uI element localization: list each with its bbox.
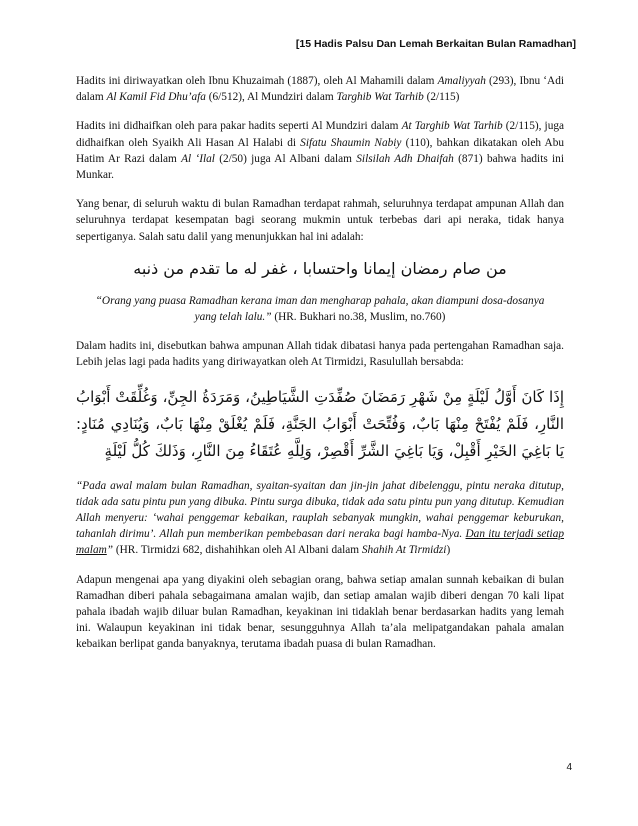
text: (110), bahkan dikatakan oleh Abu Hatim Ar Razi dalam <box>76 136 564 165</box>
quote-close: ” <box>106 544 114 557</box>
book-title: Shahih At Tirmidzi <box>361 544 447 557</box>
arabic-hadith-2: إِذَا كَانَ أَوَّلُ لَيْلَةٍ مِنْ شَهْرِ رَمَضَانَ صُفِّدَتِ الشَّيَاطِينُ، وَمَرَدَةُ الجِنِّ، وَغُلِّقَتْ أَبْوَابُ النَّارِ، فَلَمْ يُفْتَحْ مِنْهَا بَابٌ، وَفُتِّحَتْ أَبْوَابُ الجَنَّةِ، فَلَمْ يُغْلَقْ مِنْهَا بَابٌ، وَيُنَادِي مُنَادٍ: يَا بَاغِيَ الخَيْرِ أَقْبِلْ، وَيَا بَاغِيَ الشَّرِّ أَقْصِرْ، وَلِلَّهِ عُتَقَاءُ مِنَ النَّارِ، وَذَلكَ كُلُّ لَيْلَةٍ <box>76 387 564 460</box>
text: (2/50) juga Al Albani dalam <box>214 152 357 165</box>
paragraph-3: Yang benar, di seluruh waktu di bulan Ramadhan terdapat rahmah, seluruhnya terdapat ampunan Allah dan seluruhnya terdapat kesempatan bagi seorang mukmin untuk terbebas dari api neraka, tidak hanya sepertiganya. Salah satu dalil yang menunjukkan hal ini adalah: <box>76 198 564 243</box>
paragraph-1 <box>76 73 564 105</box>
page-content <box>76 73 564 666</box>
text: (293), Ibnu ‘Adi dalam <box>76 75 564 104</box>
text: (871) bahwa hadits ini Munkar. <box>76 152 564 182</box>
citation: (HR. Bukhari no.38, Muslim, no.760) <box>271 311 446 324</box>
quote-emphasis: Dan itu terjadi setiap malam <box>76 528 564 557</box>
arabic-hadith-1: من صام رمضان إيمانا واحتسابا ، غفر له ما تقدم من ذنبه <box>133 258 507 278</box>
page-number: 4 <box>566 762 572 773</box>
book-title: Sifatu Shaumin Nabiy <box>300 136 402 149</box>
book-title: Al ‘Ilal <box>181 152 215 165</box>
text: (6/512), Al Mundziri dalam <box>205 91 337 104</box>
book-title: Amaliyyah <box>437 75 486 87</box>
paragraph-2 <box>76 118 564 183</box>
book-title: At Targhib Wat Tarhib <box>401 120 503 133</box>
translation-quote-2 <box>76 478 564 559</box>
running-header: [15 Hadis Palsu Dan Lemah Berkaitan Bulan Ramadhan] <box>295 38 576 50</box>
book-title: Targhib Wat Tarhib <box>336 91 424 104</box>
text: (2/115), juga didhaifkan oleh Syaikh Ali Hasan Al Halabi di <box>76 120 565 149</box>
book-title: Silsilah Adh Dhaifah <box>356 152 454 165</box>
translation-quote-1 <box>76 293 564 325</box>
quote-text: “Pada awal malam bulan Ramadhan, syaitan-syaitan dan jin-jin jahat dibelenggu, pintu neraka ditutup, tidak ada satu pintu pun yang dibuka. Pintu surga dibuka, tidak ada satu pintu pun yang ditutup. Kemudian Allah menyeru: ‘wahai penggemar kebaikan, rauplah sebanyak mungkin, wahai penggemar keburukan, tahanlah dirimu’. Allah pun memberikan pembebasan dari neraka bagi hamba-Nya. <box>76 479 564 541</box>
paragraph-4: Dalam hadits ini, disebutkan bahwa ampunan Allah tidak dibatasi hanya pada pertengahan Ramadhan saja. Lebih jelas lagi pada hadits yang diriwayatkan oleh At Tirmidzi, Rasulullah bersabda: <box>76 340 564 369</box>
citation-close: ) <box>446 544 451 557</box>
citation: (HR. Tirmidzi 682, dishahihkan oleh Al Albani dalam <box>113 544 362 557</box>
text: (2/115) <box>423 91 460 104</box>
book-title: Al Kamil Fid Dhu’afa <box>106 91 206 104</box>
paragraph-5: Adapun mengenai apa yang diyakini oleh sebagian orang, bahwa setiap amalan sunnah kebaikan di bulan Ramadhan diberi pahala sebagaimana amalan wajib, dan setiap amalan wajib diberi dengan 70 kali lipat pahala ibadah wajib diluar bulan Ramadhan, keyakinan ini tidaklah benar berdasarkan hadits yang lemah ini. Walaupun keyakinan ini tidak benar, sesungguhnya Allah ta’ala melipatgandakan pahala amalan kebaikan berlipat ganda banyaknya, terutama ibadah puasa di bulan Ramadhan. <box>76 573 564 651</box>
quote-text: “Orang yang puasa Ramadhan kerana iman dan mengharap pahala, akan diampuni dosa-dosanya yang telah lalu.” <box>95 294 545 324</box>
text: Hadits ini diriwayatkan oleh Ibnu Khuzaimah (1887), oleh Al Mahamili dalam <box>76 75 438 87</box>
text: Hadits ini didhaifkan oleh para pakar hadits seperti Al Mundziri dalam <box>76 120 402 133</box>
